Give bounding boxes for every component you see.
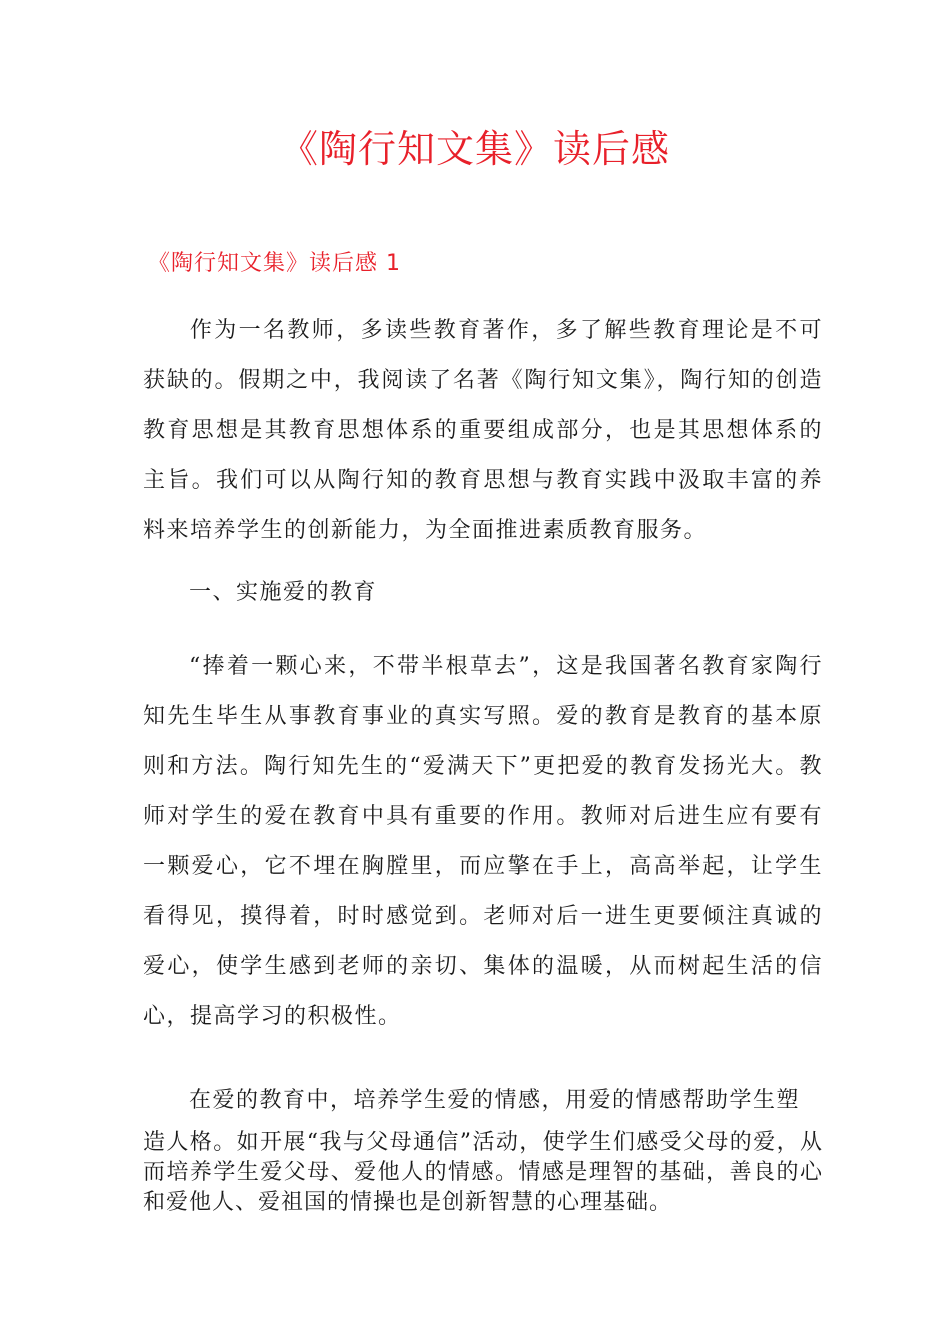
paragraph-love-education-text: “捧着一颗心来，不带半根草去”，这是我国著名教育家陶行知先生毕生从事教育事业的真实写照。爱的教育是教育的基本原则和方法。陶行知先生的“爱满天下”更把爱的教育发扬光大。教师对学生的爱在教育中具有重要的作用。教师对后进生应有要有一颗爱心，它不埋在胸膛里，而应擎在手上，高高举起，让学生看得见，摸得着，时时感觉到。老师对后一进生更要倾注真诚的爱心，使学生感到老师的亲切、集体的温暖，从而树起生活的信心，提高学习的积极性。 (143, 654, 823, 1029)
paragraph-intro (143, 306, 823, 556)
paragraph-emotion-rest: 造人格。如开展“我与父母通信”活动，使学生们感受父母的爱，从而培养学生爱父母、爱他人的情感。情感是理智的基础，善良的心和爱他人、爱祖国的情操也是创新智慧的心理基础。 (143, 1130, 823, 1215)
paragraph-emotion-line-1-text: 在爱的教育中，培养学生爱的情感，用爱的情感帮助学生塑 (189, 1088, 801, 1113)
paragraph-love-education (143, 642, 823, 1042)
paragraph-intro-text: 作为一名教师，多读些教育著作，多了解些教育理论是不可获缺的。假期之中，我阅读了名著《陶行知文集》，陶行知的创造教育思想是其教育思想体系的重要组成部分，也是其思想体系的主旨。我们可以从陶行知的教育思想与教育实践中汲取丰富的养料来培养学生的创新能力，为全面推进素质教育服务。 (143, 318, 823, 543)
document-title: 《陶行知文集》读后感 (279, 127, 670, 171)
paragraph-emotion-line-1 (143, 1076, 823, 1126)
section-heading-love-education: 一、实施爱的教育 (189, 580, 378, 605)
section-heading: 《陶行知文集》读后感 1 (148, 251, 401, 276)
